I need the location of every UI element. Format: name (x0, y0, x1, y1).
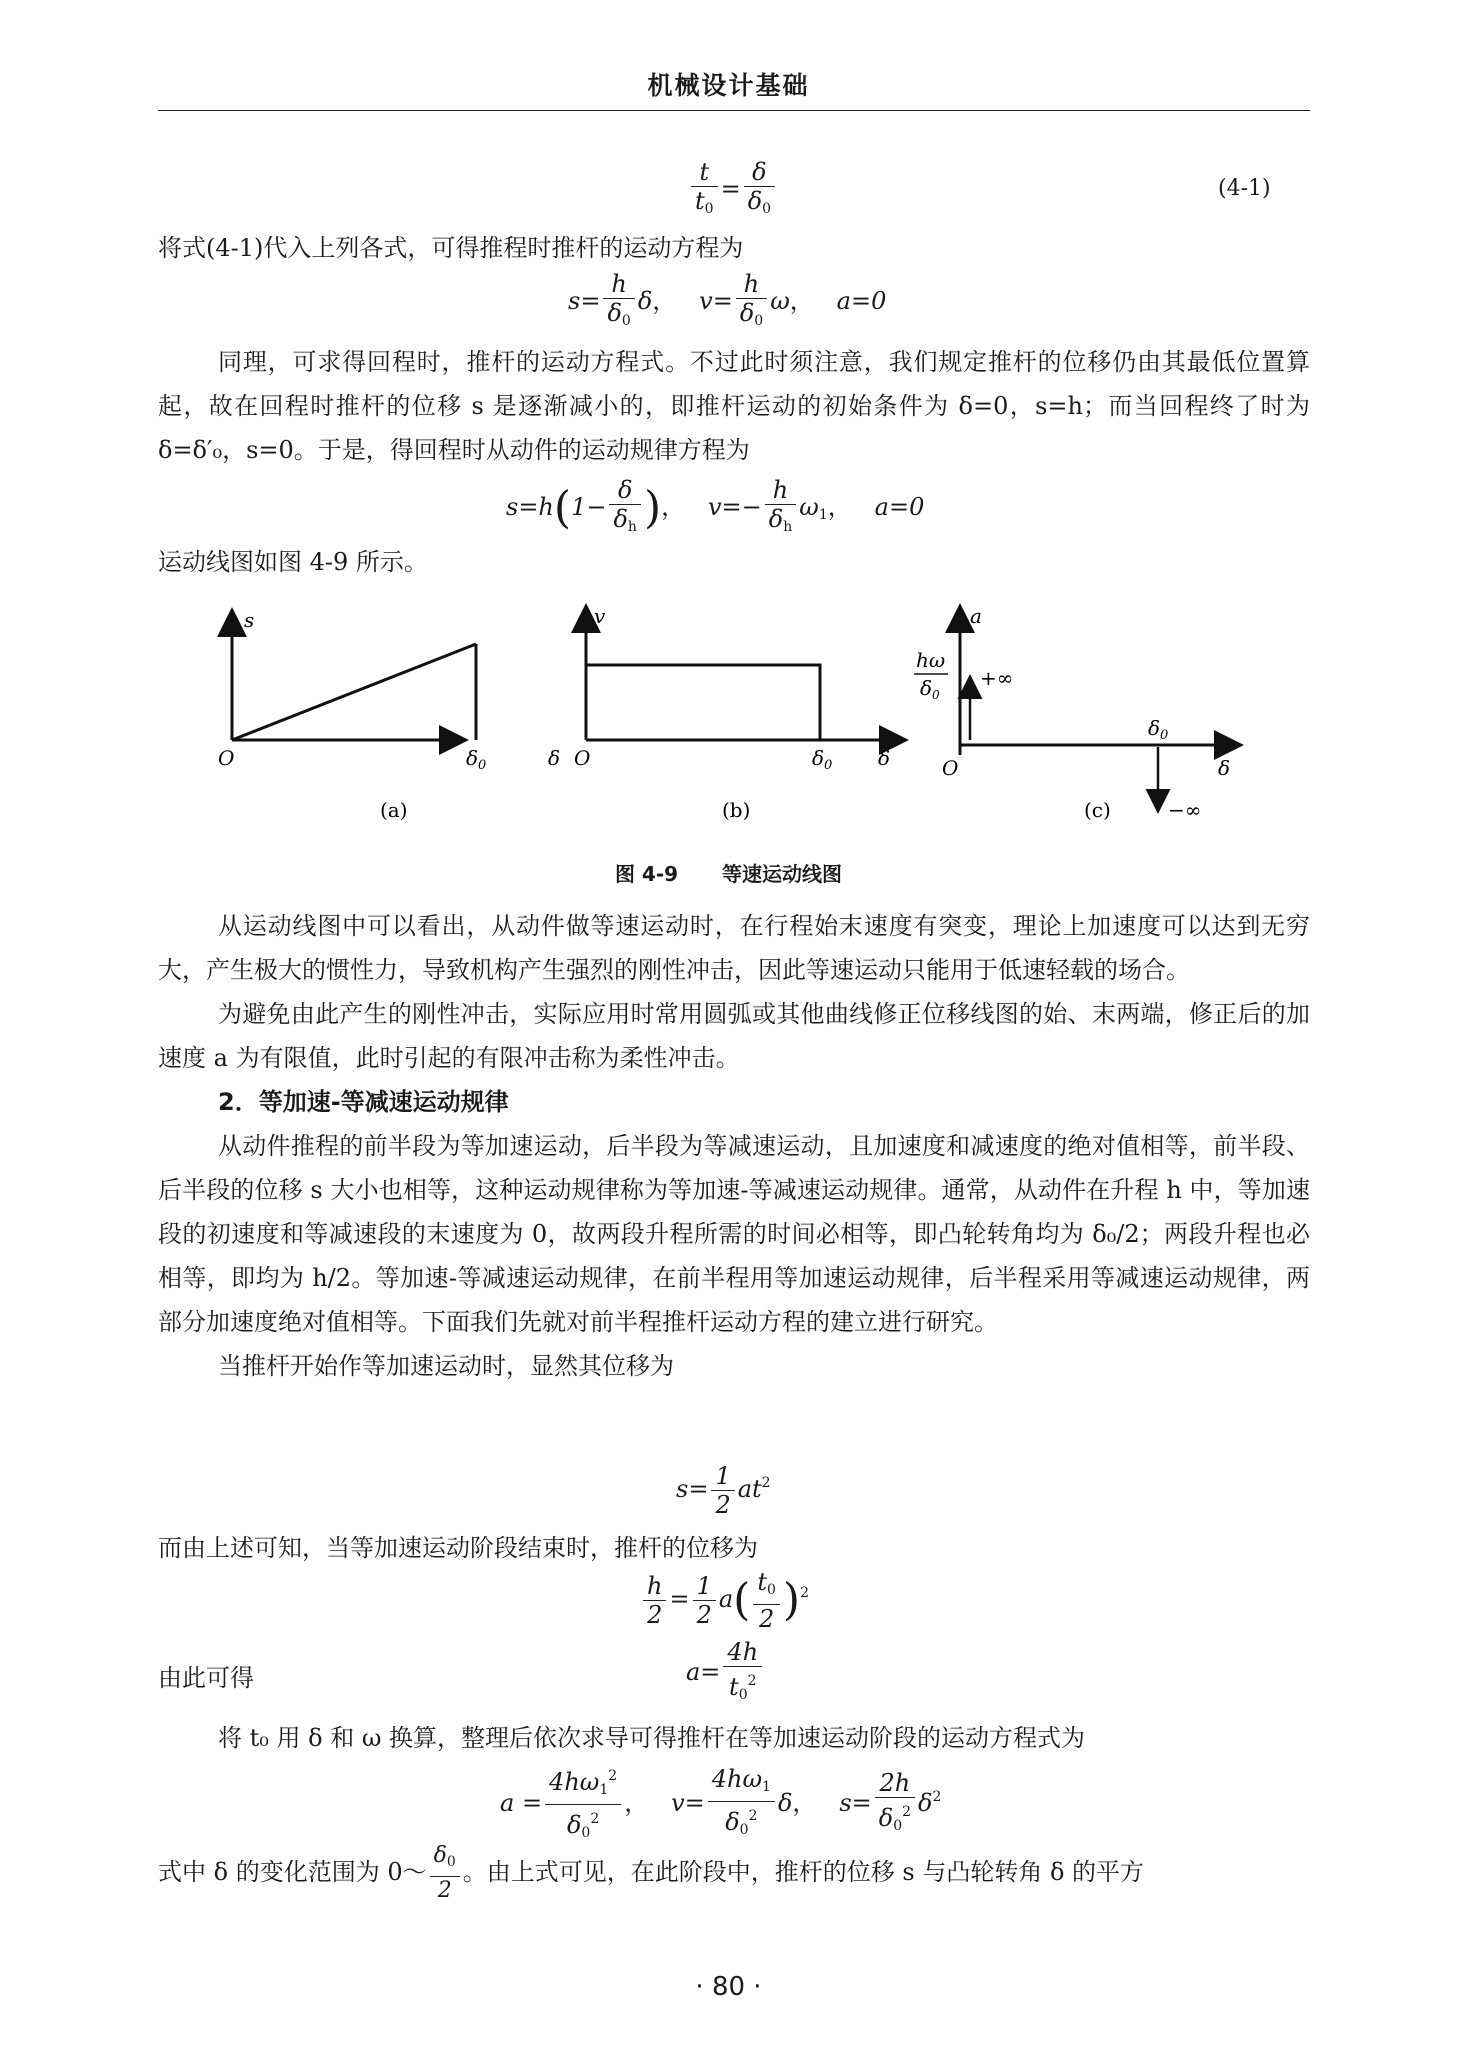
panel-label-c: (c) (1084, 798, 1111, 822)
equation-number: (4-1) (1218, 176, 1271, 201)
origin-label: O (218, 746, 235, 770)
equation-return-stroke: s=h(1− $\frac{\delta}{\delta_h}$ )， v=− $\frac{h}{\delta_h}$ $\omega_1$， a=0 (506, 476, 925, 535)
origin-label: O (942, 756, 959, 780)
delta0-label: $\delta_0$ (466, 746, 487, 773)
page-number: · 80 · (695, 1972, 762, 2002)
panel-label-b: (b) (722, 798, 751, 822)
paragraph: 运动线图如图 4-9 所示。 (158, 548, 428, 576)
fraction: $\frac{\delta}{\delta_0}$ (744, 158, 775, 223)
paragraph: 将 t₀ 用 δ 和 ω 换算，整理后依次求导可得推杆在等加速运动阶段的运动方程式为 (218, 1724, 1086, 1752)
running-header: 机械设计基础 (647, 71, 810, 100)
panel-label-a: (a) (380, 798, 408, 822)
paragraph: 式中 δ 的变化范围为 0～ $\frac{\delta_0}{2}$ 。由上式可见，在此阶段中，推杆的位移 s 与凸轮转角 δ 的平方 (158, 1843, 1145, 1903)
figure-4-9 (208, 595, 1248, 845)
axis-label-delta: δ (548, 746, 561, 770)
paragraph: 由此可得 (158, 1664, 254, 1692)
axis-label-a: a (970, 604, 982, 628)
equation-4-1: $\frac{t}{t_0}$ = $\frac{\delta}{\delta_0}$ (688, 158, 778, 223)
header-rule (158, 110, 1310, 111)
paragraph: 将式(4-1)代入上列各式，可得推程时推杆的运动方程为 (158, 234, 744, 262)
delta0-label: $\delta_0$ (1148, 716, 1169, 743)
delta0-denominator: $\delta_0$ (920, 676, 940, 702)
figure-caption: 图 4-9 等速运动线图 (614, 862, 843, 886)
plus-infinity-label: +∞ (980, 666, 1014, 690)
panel-b-velocity (574, 604, 903, 822)
fraction: $\frac{t}{t_0}$ (691, 158, 718, 223)
equation-final: a = $\frac{4h\omega_1^2}{\delta_0^2}$ ， v= $\frac{4h\omega_1}{\delta_0^2}$ δ， s= $\frac{2h}{\delta_0^2}$ $\delta^2$ (500, 1762, 941, 1847)
axis-label-delta: δ (1218, 756, 1231, 780)
delta0-label: $\delta_0$ (812, 746, 833, 773)
equation-a: a= $\frac{4h}{t_0^2}$ (686, 1638, 765, 1709)
axis-label-v: v (594, 604, 606, 628)
panel-a-displacement (218, 608, 560, 822)
axis-label-delta: δ (878, 746, 891, 770)
hw-label: hω (916, 648, 946, 672)
minus-infinity-label: −∞ (1168, 798, 1202, 822)
equation-s-half: s= $\frac{1}{2}$ $at^2$ (676, 1462, 771, 1519)
equation-push-stroke: s= $\frac{h}{\delta_0}$ δ， v= $\frac{h}{\delta_0}$ ω， a=0 (568, 270, 887, 329)
paragraph: 从运动线图中可以看出，从动件做等速运动时，在行程始末速度有突变，理论上加速度可以达到无穷大，产生极大的惯性力，导致机构产生强烈的刚性冲击，因此等速运动只能用于低速轻载的场合。 为避免由此产生的刚性冲击，实际应用时常用圆弧或其他曲线修正位移线图的始、末两端，修正后的加速度 a 为有限值，此时引起的有限冲击称为柔性冲击。 2．等加速-等减速运动规律 从动件推程的前半段为等加速运动，后半段为等减速运动，且加速度和减速度的绝对值相等，前半段、后半段的位移 s 大小也相等，这种运动规律称为等加速-等减速运动规律。通常，从动件在升程 h 中，等加速段的初速度和等减速段的末速度为 0，故两段升程所需的时间必相等，即凸轮转角均为 δ₀/2；两段升程也必相等，即均为 h/2。等加速-等减速运动规律，在前半程用等加速运动规律，后半程采用等减速运动规律，两部分加速度绝对值相等。下面我们先就对前半程推杆运动方程的建立进行研究。 当推杆开始作等加速运动时，显然其位移为 (158, 912, 1310, 1380)
paragraph: 同理，可求得回程时，推杆的运动方程式。不过此时须注意，我们规定推杆的位移仍由其最低位置算起，故在回程时推杆的位移 s 是逐渐减小的，即推杆运动的初始条件为 δ=0，s=h；而当回程终了时为 δ=δ′₀，s=0。于是，得回程时从动件的运动规律方程为 (158, 348, 1310, 464)
section-heading: 2．等加速-等减速运动规律 (218, 1088, 509, 1116)
axis-label-s: s (244, 608, 255, 632)
paragraph: 而由上述可知，当等加速运动阶段结束时，推杆的位移为 (158, 1534, 758, 1562)
panel-c-acceleration (914, 604, 1238, 822)
equation-h-half: $\frac{h}{2}$ = $\frac{1}{2}$ a( $\frac{t_0}{2}$ )$^2$ (640, 1568, 809, 1633)
origin-label: O (574, 746, 591, 770)
